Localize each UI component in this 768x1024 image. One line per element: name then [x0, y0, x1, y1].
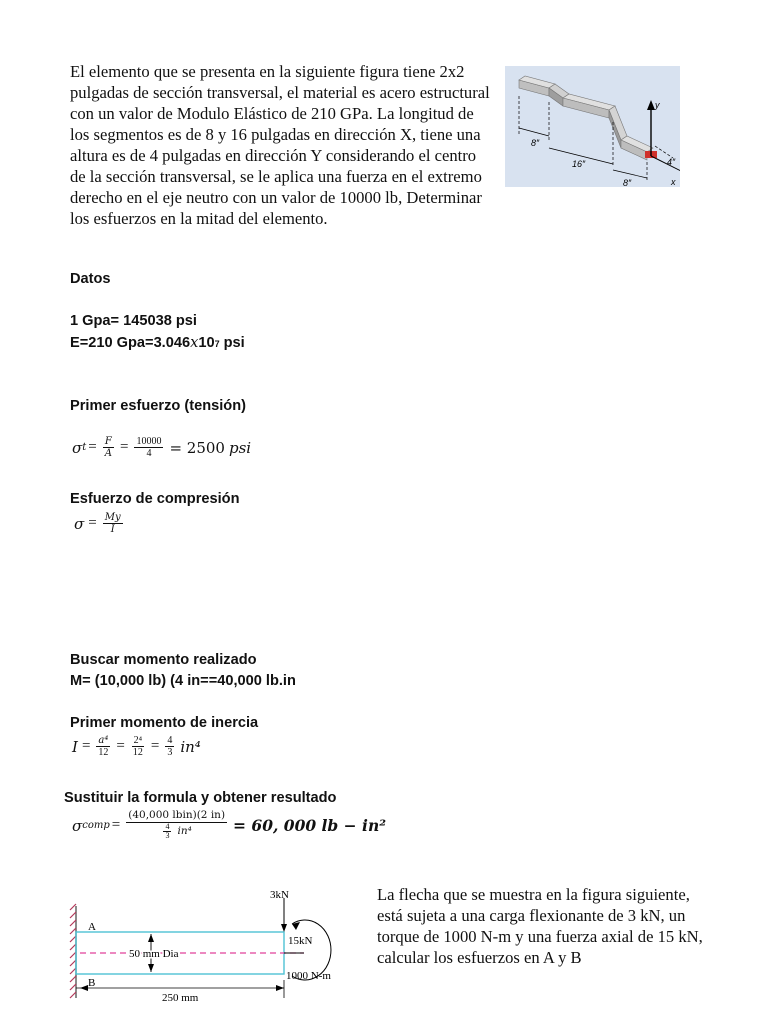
tension-equation: σ t = $\frac{F}{A}$ = $\frac{10000}{4}$ = 2500 psi: [72, 436, 252, 459]
diameter-label: 50 mm Dia: [129, 948, 179, 960]
my-over-i: $\frac{My}{I}$: [104, 512, 121, 535]
axial-15kn: 15kN: [288, 935, 313, 947]
sigma-symbol: σ: [72, 438, 83, 457]
inertia-unit: in⁴: [180, 737, 201, 756]
sigma-sub-t: t: [82, 442, 87, 453]
label-a: A: [88, 921, 96, 933]
shaft-drawing: [66, 884, 356, 1008]
dim-16: 16″: [572, 159, 586, 169]
beam-3d-figure: [505, 66, 680, 187]
moment-heading: Buscar momento realizado: [70, 652, 257, 668]
result-fraction: (40,000 lbin)(2 in) $\frac{4}{3}$ in⁴: [128, 809, 226, 841]
result-value: = 60, 000 lb − in²: [233, 816, 386, 836]
modulus-exp: 7: [214, 339, 220, 349]
problem-statement: El elemento que se presenta en la siguiente figura tiene 2x2 pulgadas de sección transversal, el material es acero estructural con un valor de Modulo Elástico de 210 GPa. La longitud de los segmentos es de 8 y 16 pulgadas en dirección X, tiene una altura es de 4 pulgadas en dirección Y considerando el centro de la sección transversal, se le aplica una fuerza en el extremo derecho en el eje neutro con un valor de 10000 lb, Determinar los esfuerzos en la mitad del elemento.: [70, 62, 490, 228]
compression-heading: Esfuerzo de compresión: [70, 491, 240, 507]
inertia-heading: Primer momento de inercia: [70, 715, 259, 731]
tension-unit: psi: [228, 438, 252, 457]
result-equation: σ comp = (40,000 lbin)(2 in) $\frac{4}{3}$ in⁴ = 60, 000 lb − in²: [72, 809, 386, 841]
load-3kn: 3kN: [270, 889, 289, 901]
modulus-x: x: [190, 334, 199, 351]
value-fraction: $\frac{10000}{4}$: [136, 436, 162, 459]
beam-3d-drawing: [505, 66, 680, 187]
modulus-line: [70, 334, 245, 351]
inertia-equation: I = $\frac{\text{a⁴}}{12}$ = $\frac{\text{2⁴}}{12}$ = $\frac{4}{3}$ in⁴: [72, 735, 201, 758]
conversion-line: 1 Gpa= 145038 psi: [70, 313, 197, 329]
dim-8-left: 8″: [531, 138, 540, 148]
tension-heading: Primer esfuerzo (tensión): [70, 398, 246, 414]
dim-4: 4″: [667, 157, 676, 167]
second-problem-statement: La flecha que se muestra en la figura siguiente, está sujeta a una carga flexionante de 3 kN, un torque de 1000 N-m y una fuerza axial de 15 kN, calcular los esfuerzos en A y B: [377, 885, 703, 967]
tension-result: = 2500: [169, 438, 225, 457]
dim-8-right: 8″: [623, 178, 632, 187]
compression-equation: σ = $\frac{My}{I}$: [72, 512, 127, 535]
moment-line: M= (10,000 lb) (4 in==40,000 lb.in: [70, 673, 296, 689]
f-over-a: $\frac{F}{A}$: [104, 436, 112, 459]
shaft-figure: [66, 884, 356, 1008]
modulus-unit: psi: [219, 335, 245, 351]
modulus-prefix: E=210 Gpa=3.046: [70, 335, 191, 351]
torque-1000: 1000 N-m: [286, 970, 331, 982]
modulus-base: 10: [198, 335, 215, 351]
datos-heading: Datos: [70, 271, 111, 287]
result-heading: Sustituir la formula y obtener resultado: [64, 790, 337, 806]
label-b: B: [88, 977, 96, 989]
length-label: 250 mm: [162, 992, 199, 1004]
y-axis-label: y: [655, 100, 660, 110]
x-axis-label: x: [671, 177, 676, 187]
